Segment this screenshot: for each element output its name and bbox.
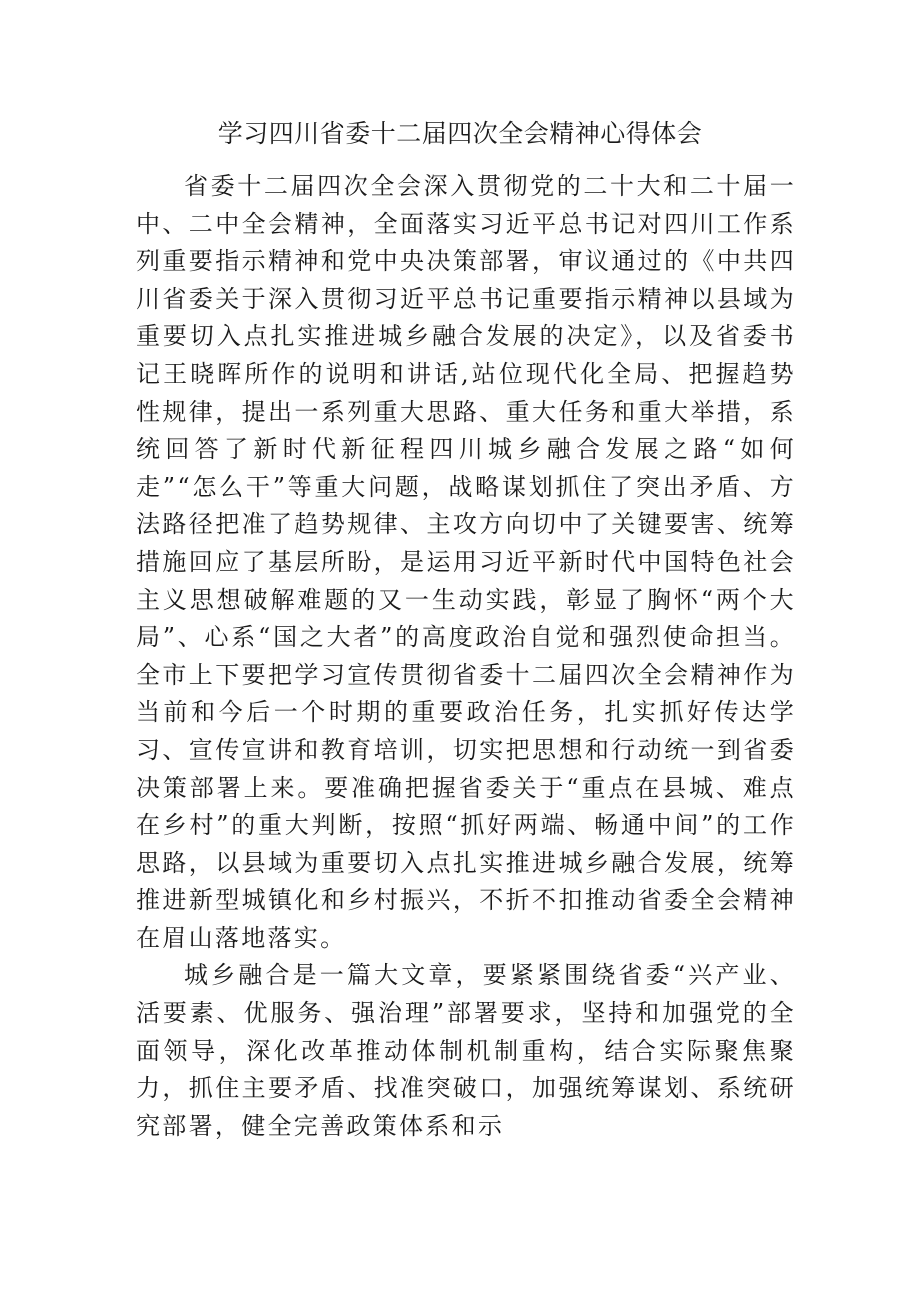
document-body — [136, 168, 796, 1145]
paragraph: 省委十二届四次全会深入贯彻党的二十大和二十届一中、二中全会精神，全面落实习近平总书记对四川工作系列重要指示精神和党中央决策部署，审议通过的《中共四川省委关于深入贯彻习近平总书记重要指示精神以县域为重要切入点扎实推进城乡融合发展的决定》，以及省委书记王晓晖所作的说明和讲话,站位现代化全局、把握趋势性规律，提出一系列重大思路、重大任务和重大举措，系统回答了新时代新征程四川城乡融合发展之路“如何走”“怎么干”等重大问题，战略谋划抓住了突出矛盾、方法路径把准了趋势规律、主攻方向切中了关键要害、统筹措施回应了基层所盼，是运用习近平新时代中国特色社会主义思想破解难题的又一生动实践，彰显了胸怀“两个大局”、心系“国之大者”的高度政治自觉和强烈使命担当。全市上下要把学习宣传贯彻省委十二届四次全会精神作为当前和今后一个时期的重要政治任务，扎实抓好传达学习、宣传宣讲和教育培训，切实把思想和行动统一到省委决策部署上来。要准确把握省委关于“重点在县城、难点在乡村”的重大判断，按照“抓好两端、畅通中间”的工作思路，以县域为重要切入点扎实推进城乡融合发展，统筹推进新型城镇化和乡村振兴，不折不扣推动省委全会精神在眉山落地落实。 — [136, 172, 796, 952]
document-title: 学习四川省委十二届四次全会精神心得体会 — [217, 119, 703, 148]
paragraph: 城乡融合是一篇大文章，要紧紧围绕省委“兴产业、活要素、优服务、强治理”部署要求，坚持和加强党的全面领导，深化改革推动体制机制重构，结合实际聚焦聚力，抓住主要矛盾、找准突破口，加强统筹谋划、系统研究部署，健全完善政策体系和示 — [136, 961, 796, 1140]
